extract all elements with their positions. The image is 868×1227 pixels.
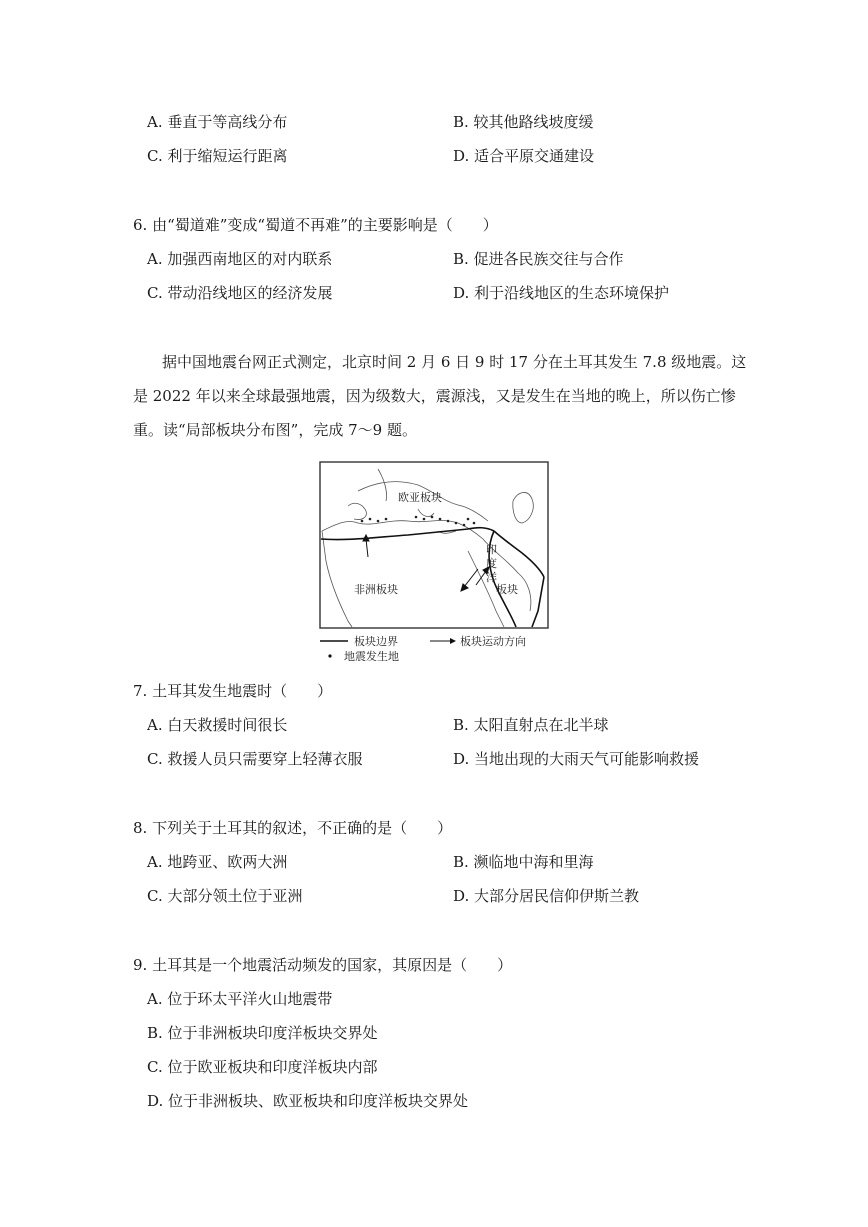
- q5-option-d[interactable]: D. 适合平原交通建设: [453, 147, 595, 165]
- q9-stem: 9. 土耳其是一个地震活动频发的国家，其原因是（ ）: [133, 956, 513, 974]
- plate-map-figure: [318, 461, 550, 661]
- q5-option-b[interactable]: B. 较其他路线坡度缓: [453, 113, 594, 131]
- q7-option-d[interactable]: D. 当地出现的大雨天气可能影响救援: [453, 750, 700, 768]
- q6-option-b[interactable]: B. 促进各民族交往与合作: [453, 250, 624, 268]
- legend-arrow-head: [450, 638, 456, 644]
- label-indian-plate-3: 洋: [486, 571, 497, 584]
- label-africa-plate: 非洲板块: [354, 583, 398, 596]
- legend-motion-label: 板块运动方向: [460, 635, 526, 648]
- label-eurasia-plate: 欧亚板块: [398, 491, 442, 504]
- q5-option-a[interactable]: A. 垂直于等高线分布: [147, 113, 288, 131]
- q7-option-c[interactable]: C. 救援人员只需要穿上轻薄衣服: [147, 750, 363, 768]
- label-indian-plate-4: 板块: [496, 583, 518, 596]
- q7-option-a[interactable]: A. 白天救援时间很长: [147, 716, 288, 734]
- q9-option-d[interactable]: D. 位于非洲板块、欧亚板块和印度洋板块交界处: [147, 1092, 469, 1110]
- q9-option-a[interactable]: A. 位于环太平洋火山地震带: [147, 990, 333, 1008]
- map-frame: [320, 462, 548, 628]
- plate-map: [318, 461, 550, 661]
- q7-stem: 7. 土耳其发生地震时（ ）: [133, 682, 333, 700]
- q6-stem: 6. 由“蜀道难”变成“蜀道不再难”的主要影响是（ ）: [133, 216, 498, 234]
- legend-boundary-label: 板块边界: [354, 635, 398, 648]
- q9-option-b[interactable]: B. 位于非洲板块印度洋板块交界处: [147, 1024, 378, 1042]
- q6-option-d[interactable]: D. 利于沿线地区的生态环境保护: [453, 284, 670, 302]
- label-indian-plate-1: 印: [486, 543, 497, 556]
- q8-stem: 8. 下列关于土耳其的叙述，不正确的是（ ）: [133, 819, 453, 837]
- q8-option-c[interactable]: C. 大部分领土位于亚洲: [147, 887, 303, 905]
- q7-option-b[interactable]: B. 太阳直射点在北半球: [453, 716, 609, 734]
- passage-line-2: 是 2022 年以来全球最强地震，因为级数大，震源浅，又是发生在当地的晚上，所以伤亡惨: [133, 387, 736, 405]
- q6-option-a[interactable]: A. 加强西南地区的对内联系: [147, 250, 333, 268]
- q8-option-b[interactable]: B. 濒临地中海和里海: [453, 853, 594, 871]
- passage-line-3: 重。读“局部板块分布图”，完成 7～9 题。: [133, 421, 417, 439]
- q9-option-c[interactable]: C. 位于欧亚板块和印度洋板块内部: [147, 1058, 378, 1076]
- label-indian-plate-2: 度: [486, 557, 497, 570]
- q5-option-c[interactable]: C. 利于缩短运行距离: [147, 147, 288, 165]
- q8-option-d[interactable]: D. 大部分居民信仰伊斯兰教: [453, 887, 640, 905]
- q6-option-c[interactable]: C. 带动沿线地区的经济发展: [147, 284, 333, 302]
- map-legend: [320, 634, 526, 661]
- legend-epicenter-dot: [328, 654, 331, 657]
- passage-line-1: 据中国地震台网正式测定，北京时间 2 月 6 日 9 时 17 分在土耳其发生 7.8 级地震。这: [162, 353, 747, 371]
- q8-option-a[interactable]: A. 地跨亚、欧两大洲: [147, 853, 288, 871]
- legend-epicenter-label: 地震发生地: [344, 650, 399, 661]
